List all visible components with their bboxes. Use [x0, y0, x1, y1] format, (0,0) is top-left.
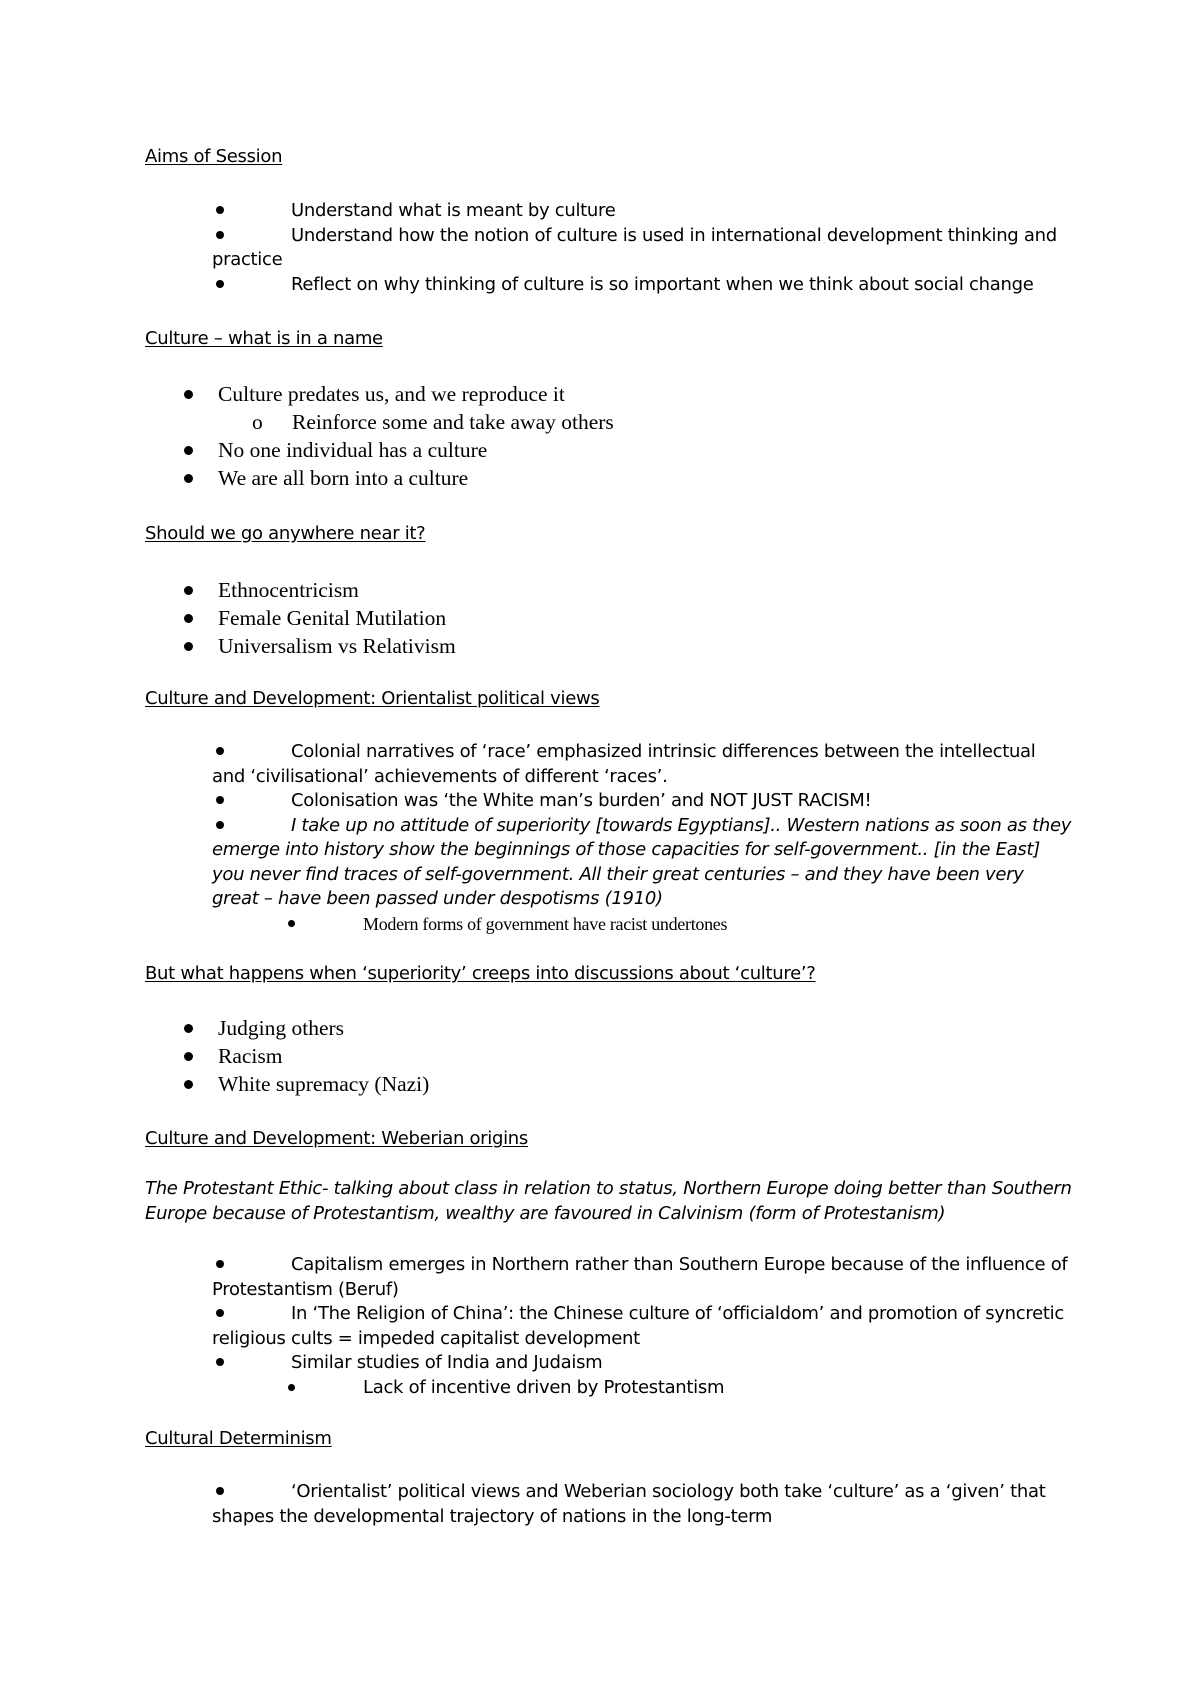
- list-item: Ethnocentricism: [182, 576, 456, 604]
- heading-aims: Aims of Session: [145, 146, 283, 167]
- bullet-icon: [184, 390, 193, 399]
- bullet-icon: [184, 1024, 193, 1033]
- sub-list-item: Lack of incentive driven by Protestantism: [284, 1376, 1072, 1401]
- bullet-icon: [216, 747, 224, 755]
- bullet-icon: [288, 920, 295, 927]
- list-item: Colonial narratives of ‘race’ emphasized intrinsic differences between the intellectual and ‘civilisational’ achievements of different ‘races’.: [212, 741, 1036, 787]
- list-item: Understand what is meant by culture: [212, 199, 1072, 224]
- list-item: Racism: [182, 1042, 429, 1070]
- list-item: We are all born into a culture: [182, 464, 614, 492]
- list-item: I take up no attitude of superiority [towards Egyptians].. Western nations as soon as they emerge into history show the beginnings of those capacities for self-government.. [in the East] you never find traces of self-government. All their great centuries – and they have been very great – have been passed under despotisms (1910): [212, 814, 1072, 909]
- bullet-icon: [216, 796, 224, 804]
- list-item: Understand how the notion of culture is used in international development thinking and practice: [212, 224, 1057, 270]
- bullet-icon: [184, 614, 193, 623]
- heading-determinism: Cultural Determinism: [145, 1428, 332, 1449]
- circle-bullet-icon: o: [252, 410, 263, 434]
- near-it-list: [182, 576, 456, 660]
- bullet-icon: [216, 231, 224, 239]
- list-item: Capitalism emerges in Northern rather than Southern Europe because of the influence of Protestantism (Beruf): [212, 1254, 1068, 1300]
- culture-name-list: [182, 380, 614, 492]
- bullet-icon: [184, 1080, 193, 1089]
- bullet-icon: [184, 1052, 193, 1061]
- list-item: Culture predates us, and we reproduce it: [182, 380, 614, 408]
- bullet-icon: [184, 474, 193, 483]
- bullet-icon: [184, 586, 193, 595]
- list-item: Female Genital Mutilation: [182, 604, 456, 632]
- list-item: White supremacy (Nazi): [182, 1070, 429, 1098]
- heading-culture-name: Culture – what is in a name: [145, 328, 383, 349]
- weberian-list: [212, 1253, 1072, 1400]
- heading-near-it: Should we go anywhere near it?: [145, 523, 426, 544]
- sub-list-item: Modern forms of government have racist undertones: [284, 912, 1072, 936]
- bullet-icon: [184, 642, 193, 651]
- bullet-icon: [216, 1260, 224, 1268]
- bullet-icon: [216, 206, 224, 214]
- heading-orientalist: Culture and Development: Orientalist political views: [145, 688, 600, 709]
- list-item: In ‘The Religion of China’: the Chinese culture of ‘officialdom’ and promotion of syncretic religious cults = impeded capitalist development: [212, 1303, 1064, 1349]
- list-item: Universalism vs Relativism: [182, 632, 456, 660]
- list-item: Judging others: [182, 1014, 429, 1042]
- bullet-icon: [216, 1487, 224, 1495]
- superiority-list: [182, 1014, 429, 1098]
- bullet-icon: [216, 1358, 224, 1366]
- bullet-icon: [184, 446, 193, 455]
- heading-weberian: Culture and Development: Weberian origins: [145, 1128, 528, 1149]
- list-item: Colonisation was ‘the White man’s burden’ and NOT JUST RACISM!: [212, 789, 1072, 814]
- weberian-paragraph: The Protestant Ethic- talking about class in relation to status, Northern Europe doing better than Southern Europe because of Protestantism, wealthy are favoured in Calvinism (form of Protestanism): [145, 1178, 1072, 1224]
- bullet-icon: [216, 1309, 224, 1317]
- heading-superiority: But what happens when ‘superiority’ creeps into discussions about ‘culture’?: [145, 963, 816, 984]
- sub-list-item: o Reinforce some and take away others: [252, 410, 614, 434]
- bullet-icon: [216, 821, 224, 829]
- list-item: Similar studies of India and Judaism: [212, 1351, 1072, 1376]
- list-item: Reflect on why thinking of culture is so important when we think about social change: [212, 273, 1072, 298]
- orientalist-list: [212, 740, 1072, 936]
- bullet-icon: [216, 280, 224, 288]
- aims-list: [212, 199, 1072, 297]
- bullet-icon: [288, 1384, 295, 1391]
- list-item: ‘Orientalist’ political views and Weberian sociology both take ‘culture’ as a ‘given’ that shapes the developmental trajectory of nations in the long-term: [212, 1481, 1046, 1527]
- list-item: No one individual has a culture: [182, 436, 614, 464]
- determinism-list: [212, 1480, 1072, 1529]
